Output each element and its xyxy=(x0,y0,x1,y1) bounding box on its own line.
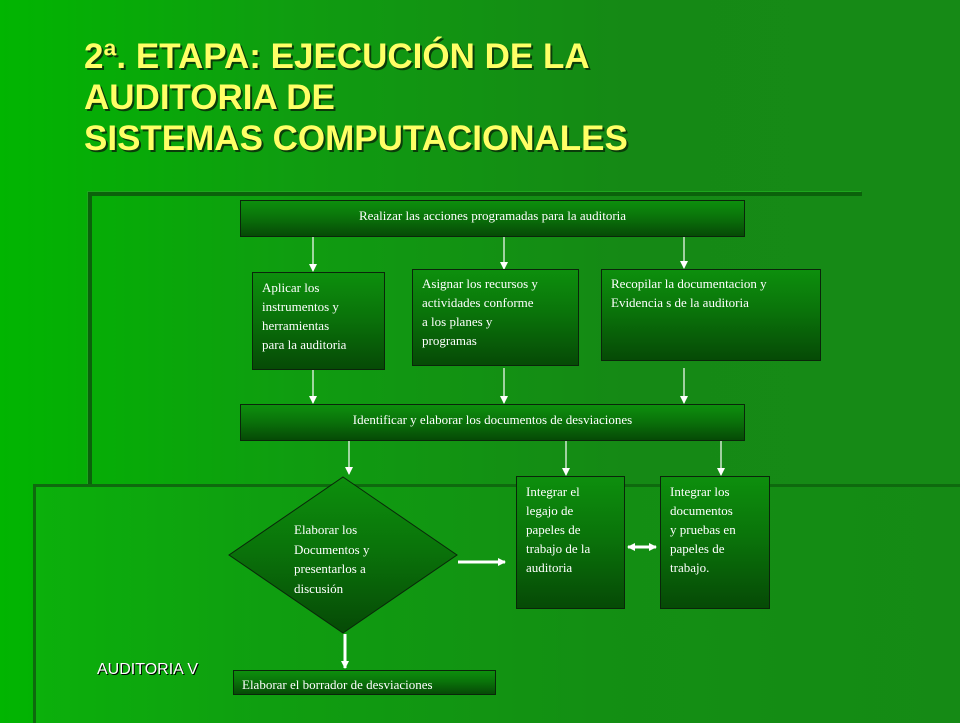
box-integrar-documentos xyxy=(660,476,770,609)
box-asignar-recursos xyxy=(412,269,579,366)
box-integrar-documentos-text: Integrar los documentos y pruebas en papeles de trabajo. xyxy=(670,484,736,575)
title-line-2: AUDITORIA DE xyxy=(84,78,335,117)
box-integrar-legajo-text: Integrar el legajo de papeles de trabajo de la auditoria xyxy=(526,484,591,575)
footer-label: AUDITORIA V xyxy=(97,661,199,678)
box-realizar-acciones xyxy=(240,200,745,237)
box-integrar-legajo xyxy=(516,476,625,609)
box-borrador-desviaciones-text: Elaborar el borrador de desviaciones xyxy=(242,677,433,692)
box-aplicar-instrumentos-text: Aplicar los instrumentos y herramientas para la auditoria xyxy=(262,280,347,352)
box-asignar-recursos-text: Asignar los recursos y actividades conforme a los planes y programas xyxy=(422,276,538,348)
box-realizar-acciones-text: Realizar las acciones programadas para la auditoria xyxy=(358,208,627,223)
title-line-1: 2ª. ETAPA: EJECUCIÓN DE LA xyxy=(84,37,590,76)
box-recopilar-documentacion-text: Recopilar la documentacion y Evidencia s de la auditoria xyxy=(611,276,767,310)
title-line-3: SISTEMAS COMPUTACIONALES xyxy=(84,119,628,158)
box-identificar-desviaciones-text: Identificar y elaborar los documentos de desviaciones xyxy=(352,412,633,427)
box-aplicar-instrumentos xyxy=(252,272,385,370)
diamond-elaborar-documentos xyxy=(228,476,458,634)
diamond-elaborar-documentos-text: Elaborar los Documentos y presentarlos a discusión xyxy=(294,522,370,596)
box-identificar-desviaciones xyxy=(240,404,745,441)
box-recopilar-documentacion xyxy=(601,269,821,361)
box-borrador-desviaciones xyxy=(233,670,496,695)
